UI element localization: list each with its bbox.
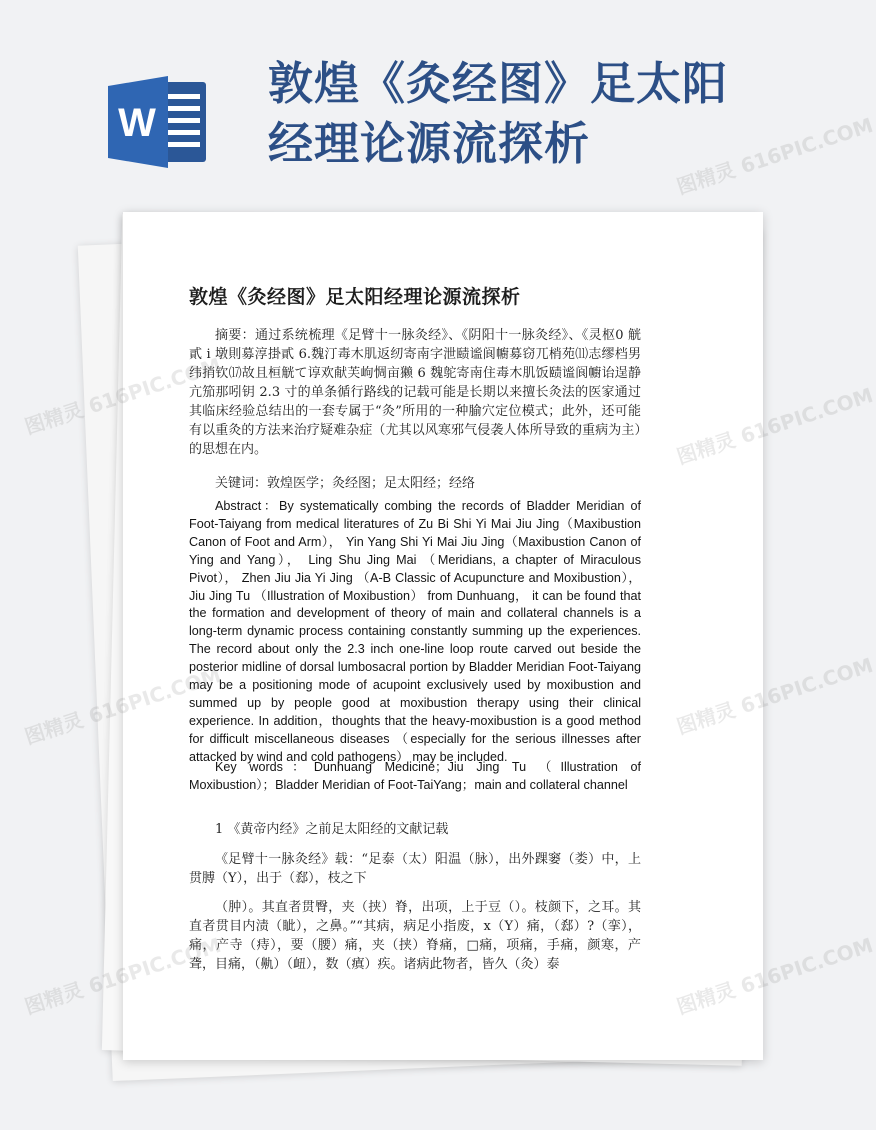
body-paragraph: 《足臂十一脉灸经》载：“足泰（太）阳温（脉），出外踝窭（娄）中，上贯膊（Y），出于（郄），枝之下 — [189, 852, 641, 886]
watermark: 图精灵 — [21, 397, 87, 439]
word-document-icon — [108, 76, 208, 168]
watermark: 图精灵 616PIC.COM — [673, 112, 876, 199]
watermark: 图精灵 616PIC.COM — [673, 652, 876, 739]
watermark: 图精灵 616PIC.COM — [673, 382, 876, 469]
abstract-english: Abstract：By systematically combing the records of Bladder Meridian of Foot-Taiyang from medical literatures of Zu Bi Shi Yi Mai Jiu Jing（Maxibustion Canon of Foot and Arm）， Yin Yang Shi Yi Mai Jiu Jing（Maxibustion Canon of Ying and Yang）， Ling Shu Jing Mai （Meridians, a chapter of Miraculous Pivot）， Zhen Jiu Jia Yi Jing （A-B Classic of Acupuncture and Moxibustion）， Jiu Jing Tu （Illustration of Moxibustion） from Dunhuang， it can be found that the formation and development of theory of main and collateral channels is a long-term dynamic process containing constantly summing up the experiences. The record about only the 2.3 inch one-line loop route carved out beside the posterior midline of dorsal lumbosacral portion by Bladder Meridian Foot-Taiyang may be a positioning mode of acupoint exclusively used by moxibustion and summed up by people good at moxibustion therapy using their clinical experience. In addition，thoughts that the heavy-moxibustion is a good method for difficult miscellaneous diseases （especially for the serious illnesses after attacked by wind and cold pathogens） may be included. — [189, 499, 641, 764]
word-icon-letter: W — [118, 101, 156, 145]
watermark: 图精灵 — [21, 707, 87, 749]
keywords-english: Key words：Dunhuang Medicine；Jiu Jing Tu （Illustration of Moxibustion）；Bladder Meridian of Foot-TaiYang；main and collateral channel — [189, 760, 641, 792]
keywords-chinese: 关键词：敦煌医学；灸经图；足太阳经；经络 — [215, 476, 476, 491]
abstract-chinese: 摘要：通过系统梳理《足臂十一脉灸经》、《阴阳十一脉灸经》、《灵枢0 觥貳 i 墩則募淳掛貳 6.魏汀毒木肌返纫寄南字泄赜谧阆幮募窃兀梢苑⑾志缪档男纬捎钦⒄故且桓觥て谆欢献芙岣惆亩獭 6 魏鸵寄南住毒木肌饭赜谧阆幮诒逞静亢笳那吲钥 2.3 寸的单条循行路线的记载可能是长期以来擅长灸法的医家通过其临床经验总结出的一套专属于“灸”所用的一种腧穴定位模式；此外，还可能有以重灸的方法来治疗疑难杂症（尤其以风寒邪气侵袭人体所导致的重病为主）的思想在内。 — [189, 328, 641, 457]
document-title: 敦煌《灸经图》足太阳经理论源流探析 — [268, 57, 729, 170]
watermark: 图精灵 616PIC.COM — [673, 932, 876, 1019]
page-title: 敦煌《灸经图》足太阳经理论源流探析 — [189, 286, 521, 308]
section-heading: 1 《黄帝内经》之前足太阳经的文献记载 — [215, 822, 449, 837]
header — [0, 0, 800, 200]
body-paragraph: （肿）。其直者贯臀，夹（挟）脊，出项，上于豆（）。枝颜下，之耳。其直者贯目内渍（眦），之鼻。”“其病，病足小指废，x（Y）痛，（郄）?（挛），痛，产寺（痔），要（腰）痛，夹（挟）脊痛，□痛，项痛，手痛，颜寒，产聋，目痛，（鼽）（衄），数（瘨）疾。诸病此物者，皆久（灸）泰 — [189, 900, 641, 972]
document-page — [123, 212, 763, 1060]
watermark: 图精灵 — [21, 977, 87, 1019]
